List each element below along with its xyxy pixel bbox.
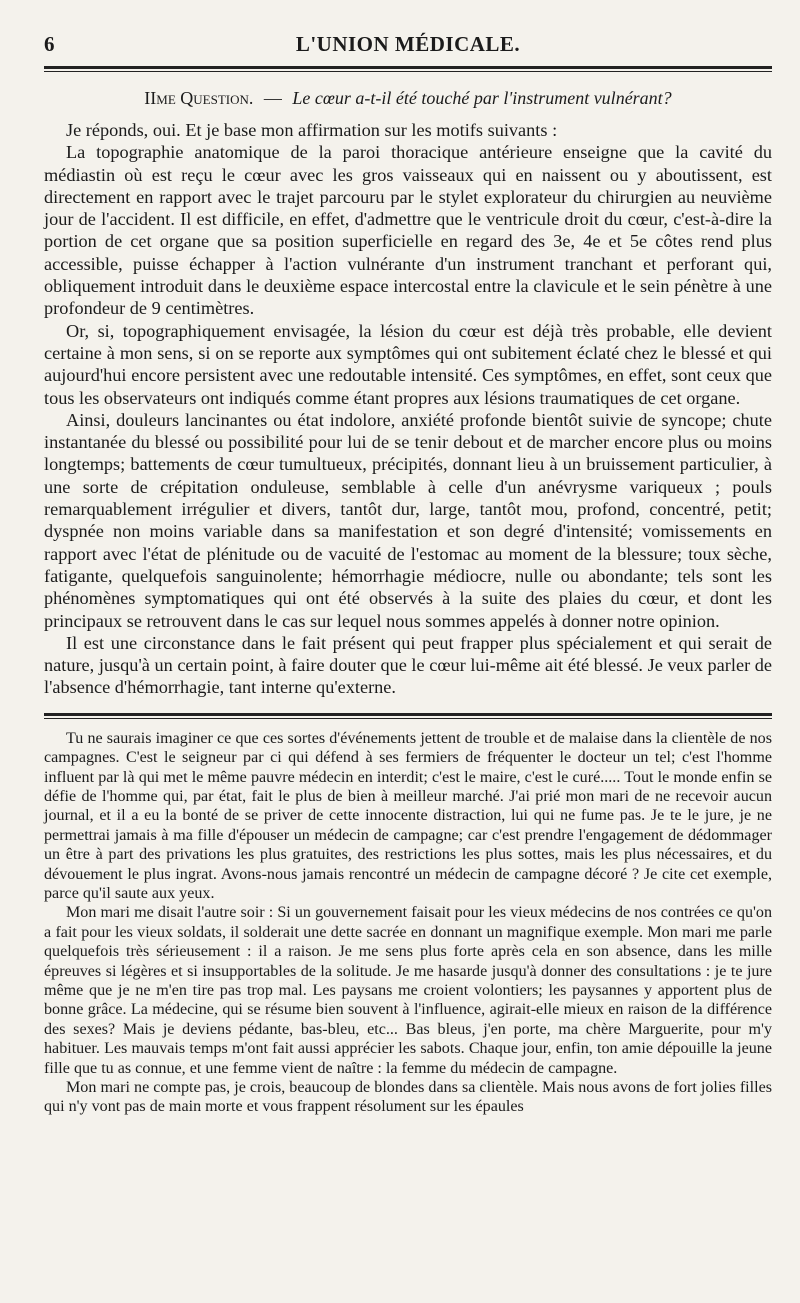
main-text [44,119,772,699]
question-text: Le cœur a-t-il été touché par l'instrument vulnérant? [292,88,672,108]
feuilleton-paragraph: Mon mari me disait l'autre soir : Si un gouvernement faisait pour les vieux médecins de nos contrées ce qu'on a fait pour les vieux soldats, il solderait une dette sacrée en donnant un magnifique exemple. Mon mari me parle quelquefois très sérieusement : il a raison. Je me sens plus forte après cela en son absence, dans les mille épreuves si légères et si insupportables de la solitude. Je me hasarde jusqu'à donner des consultations : je te jure même que je ne m'en tire pas trop mal. Les paysans me croient volontiers; les paysannes y apportent plus de bonne grâce. La médecine, qui se résume bien souvent à l'influence, agirait-elle mieux en raison de la différence des sexes? Mais je deviens pédante, bas-bleu, etc... Bas bleus, j'en porte, ma chère Marguerite, pour m'y habituer. Les mauvais temps m'ont fait aussi apprécier les sabots. Chaque jour, enfin, ton amie dépouille la jeune fille que tu as connue, et une femme vient de naître : la femme du médecin de campagne. [44,904,772,1077]
feuilleton-paragraph: Mon mari ne compte pas, je crois, beaucoup de blondes dans sa clientèle. Mais nous avons de fort jolies filles qui n'y vont pas de main morte et vous frappent résolument sur les épaules [44,1079,772,1116]
question-dash: — [263,88,282,108]
feuilleton-text [44,729,772,1117]
question-label: IIme Question. [144,88,254,108]
page-header [44,28,772,64]
question-heading [44,88,772,109]
main-paragraph: Ainsi, douleurs lancinantes ou état indolore, anxiété profonde bientôt suivie de syncope; chute instantanée du blessé ou possibilité pour lui de se tenir debout et de marcher encore plus ou moins longtemps; battements de cœur tumultueux, précipités, donnant lieu à un bruissement particulier, à une sorte de crépitation onduleuse, semblable à celle d'un anévrysme variqueux ; pouls remarquablement irrégulier et divers, tantôt dur, large, tantôt mou, profond, concentré, petit; dyspnée non moins variable dans sa manifestation et son degré d'intensité; vomissements en rapport avec l'état de plénitude ou de vacuité de l'estomac au moment de la blessure; toux sèche, fatigante, quelquefois sanguinolente; hémorrhagie médiocre, nulle ou abondante; tels sont les phénomènes symptomatiques qui ont été observés à la suite des plaies du cœur, et dont les principaux se retrouvent dans le cas sur lequel nous sommes appelés à donner notre opinion. [44,409,772,631]
header-rule [44,66,772,72]
page-number: 6 [44,32,55,56]
feuilleton-paragraph: Tu ne saurais imaginer ce que ces sortes d'événements jettent de trouble et de malaise dans la clientèle de nos campagnes. C'est le seigneur par ci qui défend à ses fermiers de fréquenter le docteur un tel; c'est l'homme influent par là qui met le même pauvre médecin en interdit; c'est le maire, c'est le curé..... Tout le monde enfin se défie de l'homme qui, par état, fait le plus de bien à meilleur marché. J'ai prié mon mari de ne recevoir aucun journal, et il a eu la bonté de se priver de cette innocente distraction, lui qui ne fume pas. Je te le jure, je ne permettrai jamais à ma fille d'épouser un médecin de campagne; car c'est prendre l'engagement de dédommager un être à part des privations les plus gratuites, des restrictions les plus sottes, mais les plus nécessaires, et du dévouement le plus ingrat. Avons-nous jamais rencontré un médecin de campagne décoré ? Je cite cet exemple, parce qu'il saute aux yeux. [44,729,772,902]
main-paragraph: La topographie anatomique de la paroi thoracique antérieure enseigne que la cavité du médiastin où est reçu le cœur avec les gros vaisseaux qui en naissent ou y aboutissent, est directement en rapport avec le trajet parcouru par le stylet explorateur du chirurgien au neuvième jour de l'accident. Il est difficile, en effet, d'admettre que le ventricule droit du cœur, c'est-à-dire la portion de cet organe que sa position superficielle en regard des 3e, 4e et 5e côtes rend plus accessible, puisse échapper à l'action vulnérante d'un instrument tranchant et perforant qui, obliquement introduit dans le deuxième espace intercostal entre la clavicule et le sein pénètre à une profondeur de 9 centimètres. [44,142,772,319]
main-paragraph: Il est une circonstance dans le fait présent qui peut frapper plus spécialement et qui serait de nature, jusqu'à un certain point, à faire douter que le cœur lui-même ait été blessé. Je veux parler de l'absence d'hémorrhagie, tant interne qu'externe. [44,632,772,698]
main-paragraph: Or, si, topographiquement envisagée, la lésion du cœur est déjà très probable, elle devient certaine à mon sens, si on se reporte aux symptômes qui ont subitement éclaté chez le blessé et qui aujourd'hui encore persistent avec une redoutable intensité. Ces symptômes, en effet, sont ceux que tous les observateurs ont indiqués comme étant propres aux lésions traumatiques de cet organe. [44,320,772,408]
running-title: L'UNION MÉDICALE. [295,32,521,56]
main-paragraph: Je réponds, oui. Et je base mon affirmation sur les motifs suivants : [66,120,558,140]
feuilleton-separator [44,713,772,719]
